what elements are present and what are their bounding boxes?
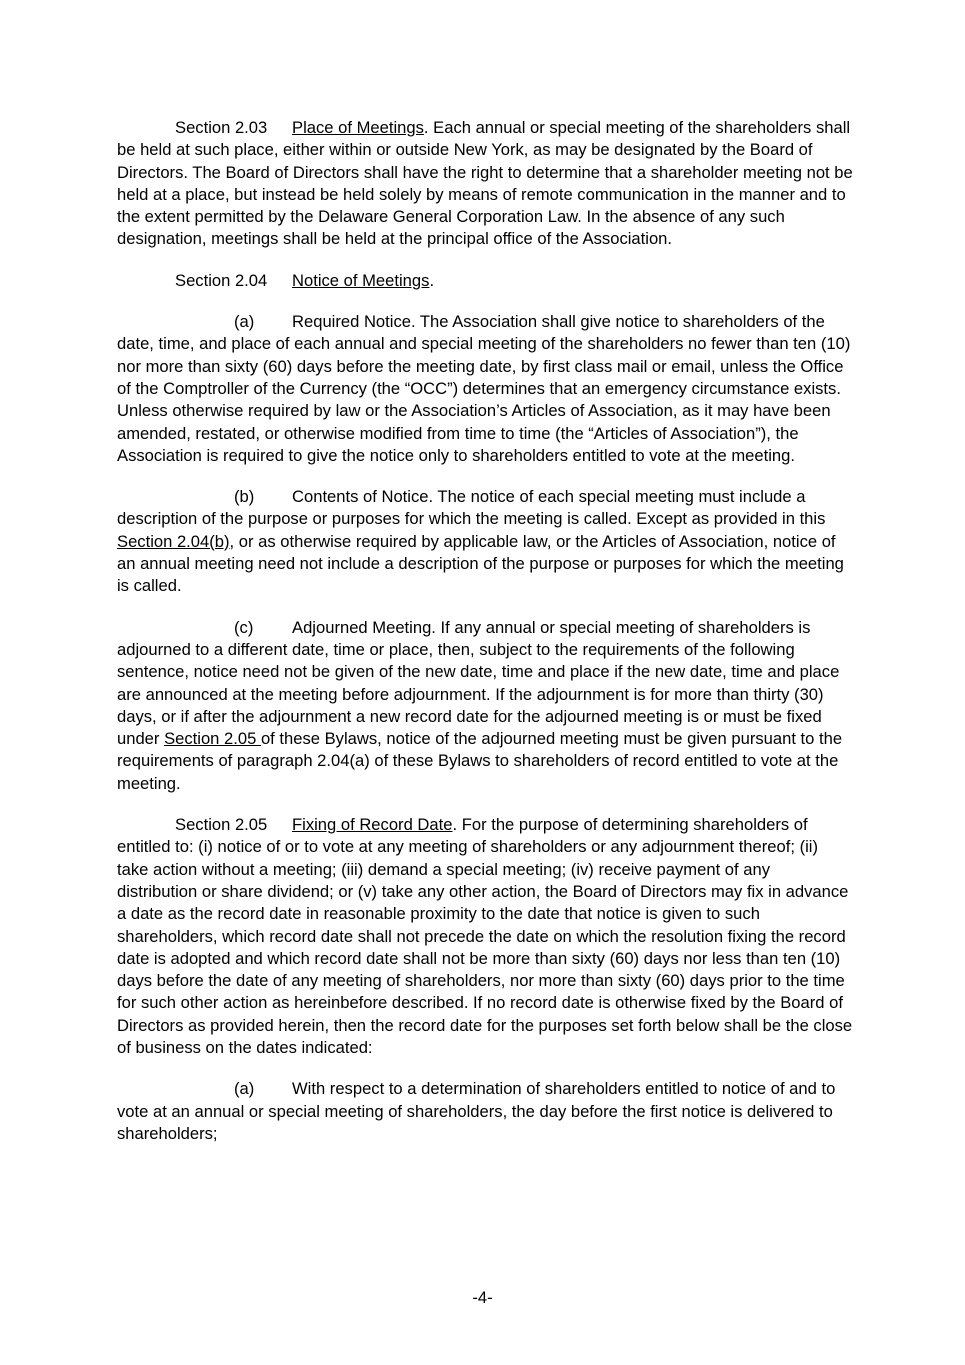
- subsection-body-continued: , or as otherwise required by applicable law, or the Articles of Association, notice of an annual meeting need not include a description of the purpose or purposes for which the meeting is called.: [117, 531, 844, 596]
- subsection-2-04-a: [117, 311, 853, 467]
- section-number: Section 2.03: [175, 118, 268, 137]
- section-2-04-heading: [117, 270, 853, 292]
- subsection-body: Adjourned Meeting. If any annual or special meeting of shareholders is adjourned to a different date, time or place, then, subject to the requirements of the following sentence, notice need not be given of the new date, time and place if the new date, time and place are announced at the meeting before adjournment. If the adjournment is for more than thirty (30) days, or if after the adjournment a new record date for the adjourned meeting is or must be fixed under: [117, 617, 840, 749]
- subsection-body: Required Notice. The Association shall give notice to shareholders of the date, time, and place of each annual and special meeting of the shareholders no fewer than ten (10) nor more than sixty (60) days before the meeting date, by first class mail or email, unless the Office of the Comptroller of the Currency (the “OCC”) determines that an emergency circumstance exists. Unless otherwise required by law or the Association’s Articles of Association, as it may have been amended, restated, or otherwise modified from time to time (the “Articles of Association”), the Association is required to give the notice only to shareholders entitled to vote at the meeting.: [117, 312, 851, 465]
- section-title: Notice of Meetings: [292, 270, 430, 290]
- section-title-suffix: .: [423, 118, 429, 137]
- section-2-05-paragraph: [117, 814, 853, 1059]
- section-2-03-paragraph: [117, 117, 853, 251]
- subsection-2-04-b: [117, 486, 853, 597]
- document-page: [117, 117, 853, 1164]
- subsection-label: (a): [234, 1079, 255, 1099]
- section-title-suffix: .: [452, 815, 458, 835]
- section-number: Section 2.04: [175, 270, 268, 290]
- subsection-body: Contents of Notice. The notice of each special meeting must include a description of the purpose or purposes for which the meeting is called. Except as provided in this: [117, 487, 826, 529]
- subsection-2-05-a: [117, 1078, 853, 1145]
- section-body: For the purpose of determining shareholders of entitled to: (i) notice of or to vote at any meeting of shareholders or any adjournment thereof; (ii) take action without a meeting; (iii) demand a special meeting; (iv) receive payment of any distribution or share dividend; or (v) take any other action, the Board of Directors may fix in advance a date as the record date in reasonable proximity to the date that notice is given to such shareholders, which record date shall not precede the date on which the resolution fixing the record date is adopted and which record date shall not be more than sixty (60) days nor less than ten (10) days before the date of any meeting of shareholders, nor more than sixty (60) days prior to the time for such other action as hereinbefore described. If no record date is otherwise fixed by the Board of Directors as provided herein, then the record date for the purposes set forth below shall be the close of business on the dates indicated:: [117, 815, 853, 1057]
- section-number: Section 2.05: [175, 815, 268, 835]
- subsection-body: With respect to a determination of shareholders entitled to notice of and to vote at an annual or special meeting of shareholders, the day before the first notice is delivered to shareholders;: [117, 1079, 836, 1143]
- subsection-label: (c): [234, 617, 254, 637]
- cross-reference-link[interactable]: Section 2.04(b): [117, 531, 230, 551]
- subsection-label: (a): [234, 312, 255, 332]
- cross-reference-link[interactable]: Section 2.05: [164, 729, 261, 749]
- section-title: Place of Meetings: [292, 118, 424, 137]
- page-number: -4-: [472, 1288, 493, 1307]
- subsection-2-04-c: [117, 617, 853, 795]
- subsection-body-continued: of these Bylaws, notice of the adjourned meeting must be given pursuant to the requirements of paragraph 2.04(a) of these Bylaws to shareholders of record entitled to vote at the meeting.: [117, 729, 843, 793]
- subsection-label: (b): [234, 487, 255, 507]
- section-title-suffix: .: [429, 270, 435, 290]
- section-title: Fixing of Record Date: [292, 815, 453, 835]
- section-body: Each annual or special meeting of the shareholders shall be held at such place, either within or outside New York, as may be designated by the Board of Directors. The Board of Directors shall have the right to determine that a shareholder meeting not be held at a place, but instead be held solely by means of remote communication in the manner and to the extent permitted by the Delaware General Corporation Law. In the absence of any such designation, meetings shall be held at the principal office of the Association.: [117, 118, 853, 249]
